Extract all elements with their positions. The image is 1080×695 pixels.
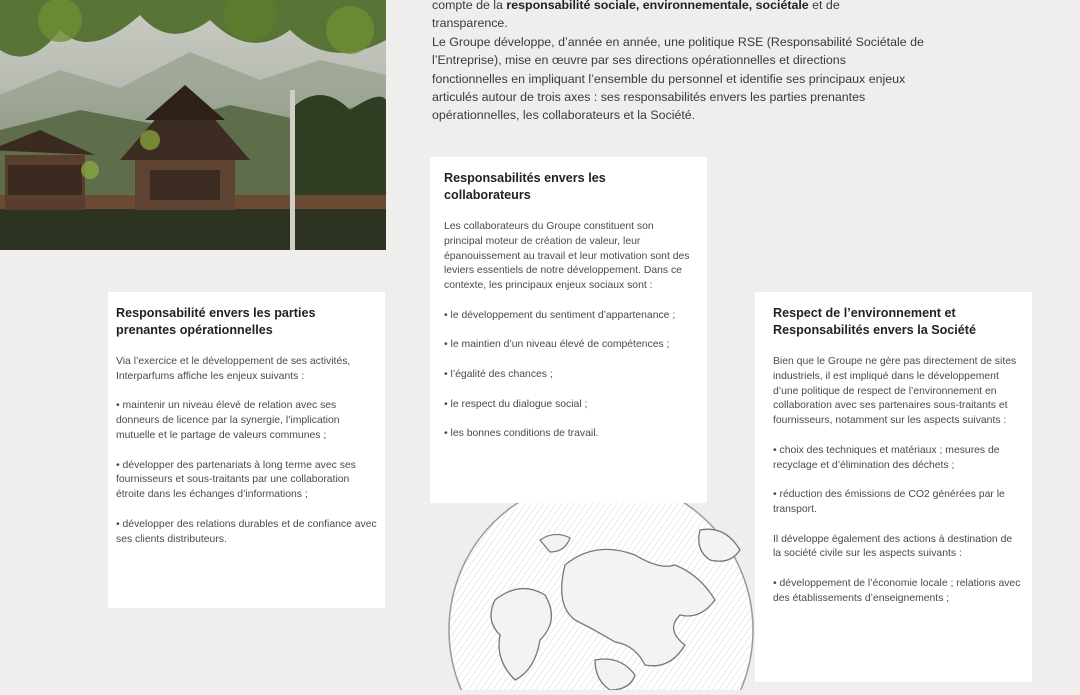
- card-environnement-societe: [755, 292, 1032, 682]
- intro-line2: transparence.: [432, 16, 508, 31]
- card-bullet: • réduction des émissions de CO2 générées par le transport.: [773, 489, 1005, 515]
- card-parties-prenantes: [108, 292, 385, 608]
- card-bullet: • choix des techniques et matériaux ; mesures de recyclage et d’élimination des déchets ;: [773, 444, 1000, 471]
- card-bullet: • le maintien d’un niveau élevé de compétences ;: [444, 339, 670, 351]
- card-paragraph: Les collaborateurs du Groupe constituent son principal moteur de création de valeur, leur épanouissement au travail et leur motivation sont des leviers essentiels de notre développement. Dans ce contexte, les principaux enjeux sociaux sont :: [444, 221, 690, 292]
- card-body: [116, 355, 377, 547]
- intro-paragraph-2: Le Groupe développe, d’année en année, une politique RSE (Responsabilité Sociétale de l’Entreprise), mise en œuvre par ses directions opérationnelles et directions fonctionnelles en impliquant l’ensemble du personnel et identifie ses principaux enjeux articulés autour de trois axes : ses responsabilités envers les parties prenantes opérationnelles, les collaborateurs et la Société.: [432, 34, 924, 123]
- card-bullet: • le respect du dialogue social ;: [444, 398, 588, 410]
- card-paragraph: Via l’exercice et le développement de ses activités, Interparfums affiche les enjeux suivants :: [116, 356, 351, 382]
- intro-line1-prefix: compte de la: [432, 0, 507, 12]
- card-bullet: • le développement du sentiment d’appartenance ;: [444, 309, 676, 321]
- card-paragraph: Il développe également des actions à destination de la société civile sur les aspects suivants :: [773, 533, 1013, 560]
- card-title: Responsabilités envers les collaborateurs: [444, 171, 606, 202]
- card-bullet: • développer des relations durables et de confiance avec ses clients distributeurs.: [116, 518, 377, 545]
- header-photo: [0, 0, 386, 250]
- card-collaborateurs: [430, 157, 707, 503]
- card-bullet: • développer des partenariats à long terme avec ses fournisseurs et sous-traitants par une collaboration étroite dans les échanges d’informations ;: [116, 459, 356, 501]
- card-bullet: • développement de l’économie locale ; relations avec des établissements d’enseignements ;: [773, 577, 1021, 604]
- intro-paragraph-1: [432, 0, 924, 33]
- card-body: [773, 355, 1022, 607]
- card-bullet: • les bonnes conditions de travail.: [444, 428, 599, 440]
- globe-illustration: [445, 470, 757, 690]
- intro-line1-suffix: et de: [808, 0, 840, 12]
- card-title: Respect de l’environnement et Responsabilités envers la Société: [773, 306, 976, 337]
- intro-text: [432, 0, 924, 125]
- card-bullet: • l’égalité des chances ;: [444, 368, 553, 380]
- globe-icon: [445, 470, 757, 690]
- intro-line1-bold: responsabilité sociale, environnementale, sociétale: [506, 0, 809, 12]
- card-paragraph: Bien que le Groupe ne gère pas directement de sites industriels, il est impliqué dans le développement d’une politique de respect de l’environnement en collaboration avec ses partenaires sous-traitants et fournisseurs, notamment sur les aspects suivants :: [773, 356, 1017, 427]
- card-bullet: • maintenir un niveau élevé de relation avec ses donneurs de licence par la synergie, l’implication mutuelle et le partage de valeurs communes ;: [116, 400, 340, 441]
- card-body: [444, 220, 693, 442]
- landscape-illustration: [0, 0, 386, 250]
- card-title: Responsabilité envers les parties prenantes opérationnelles: [116, 306, 316, 337]
